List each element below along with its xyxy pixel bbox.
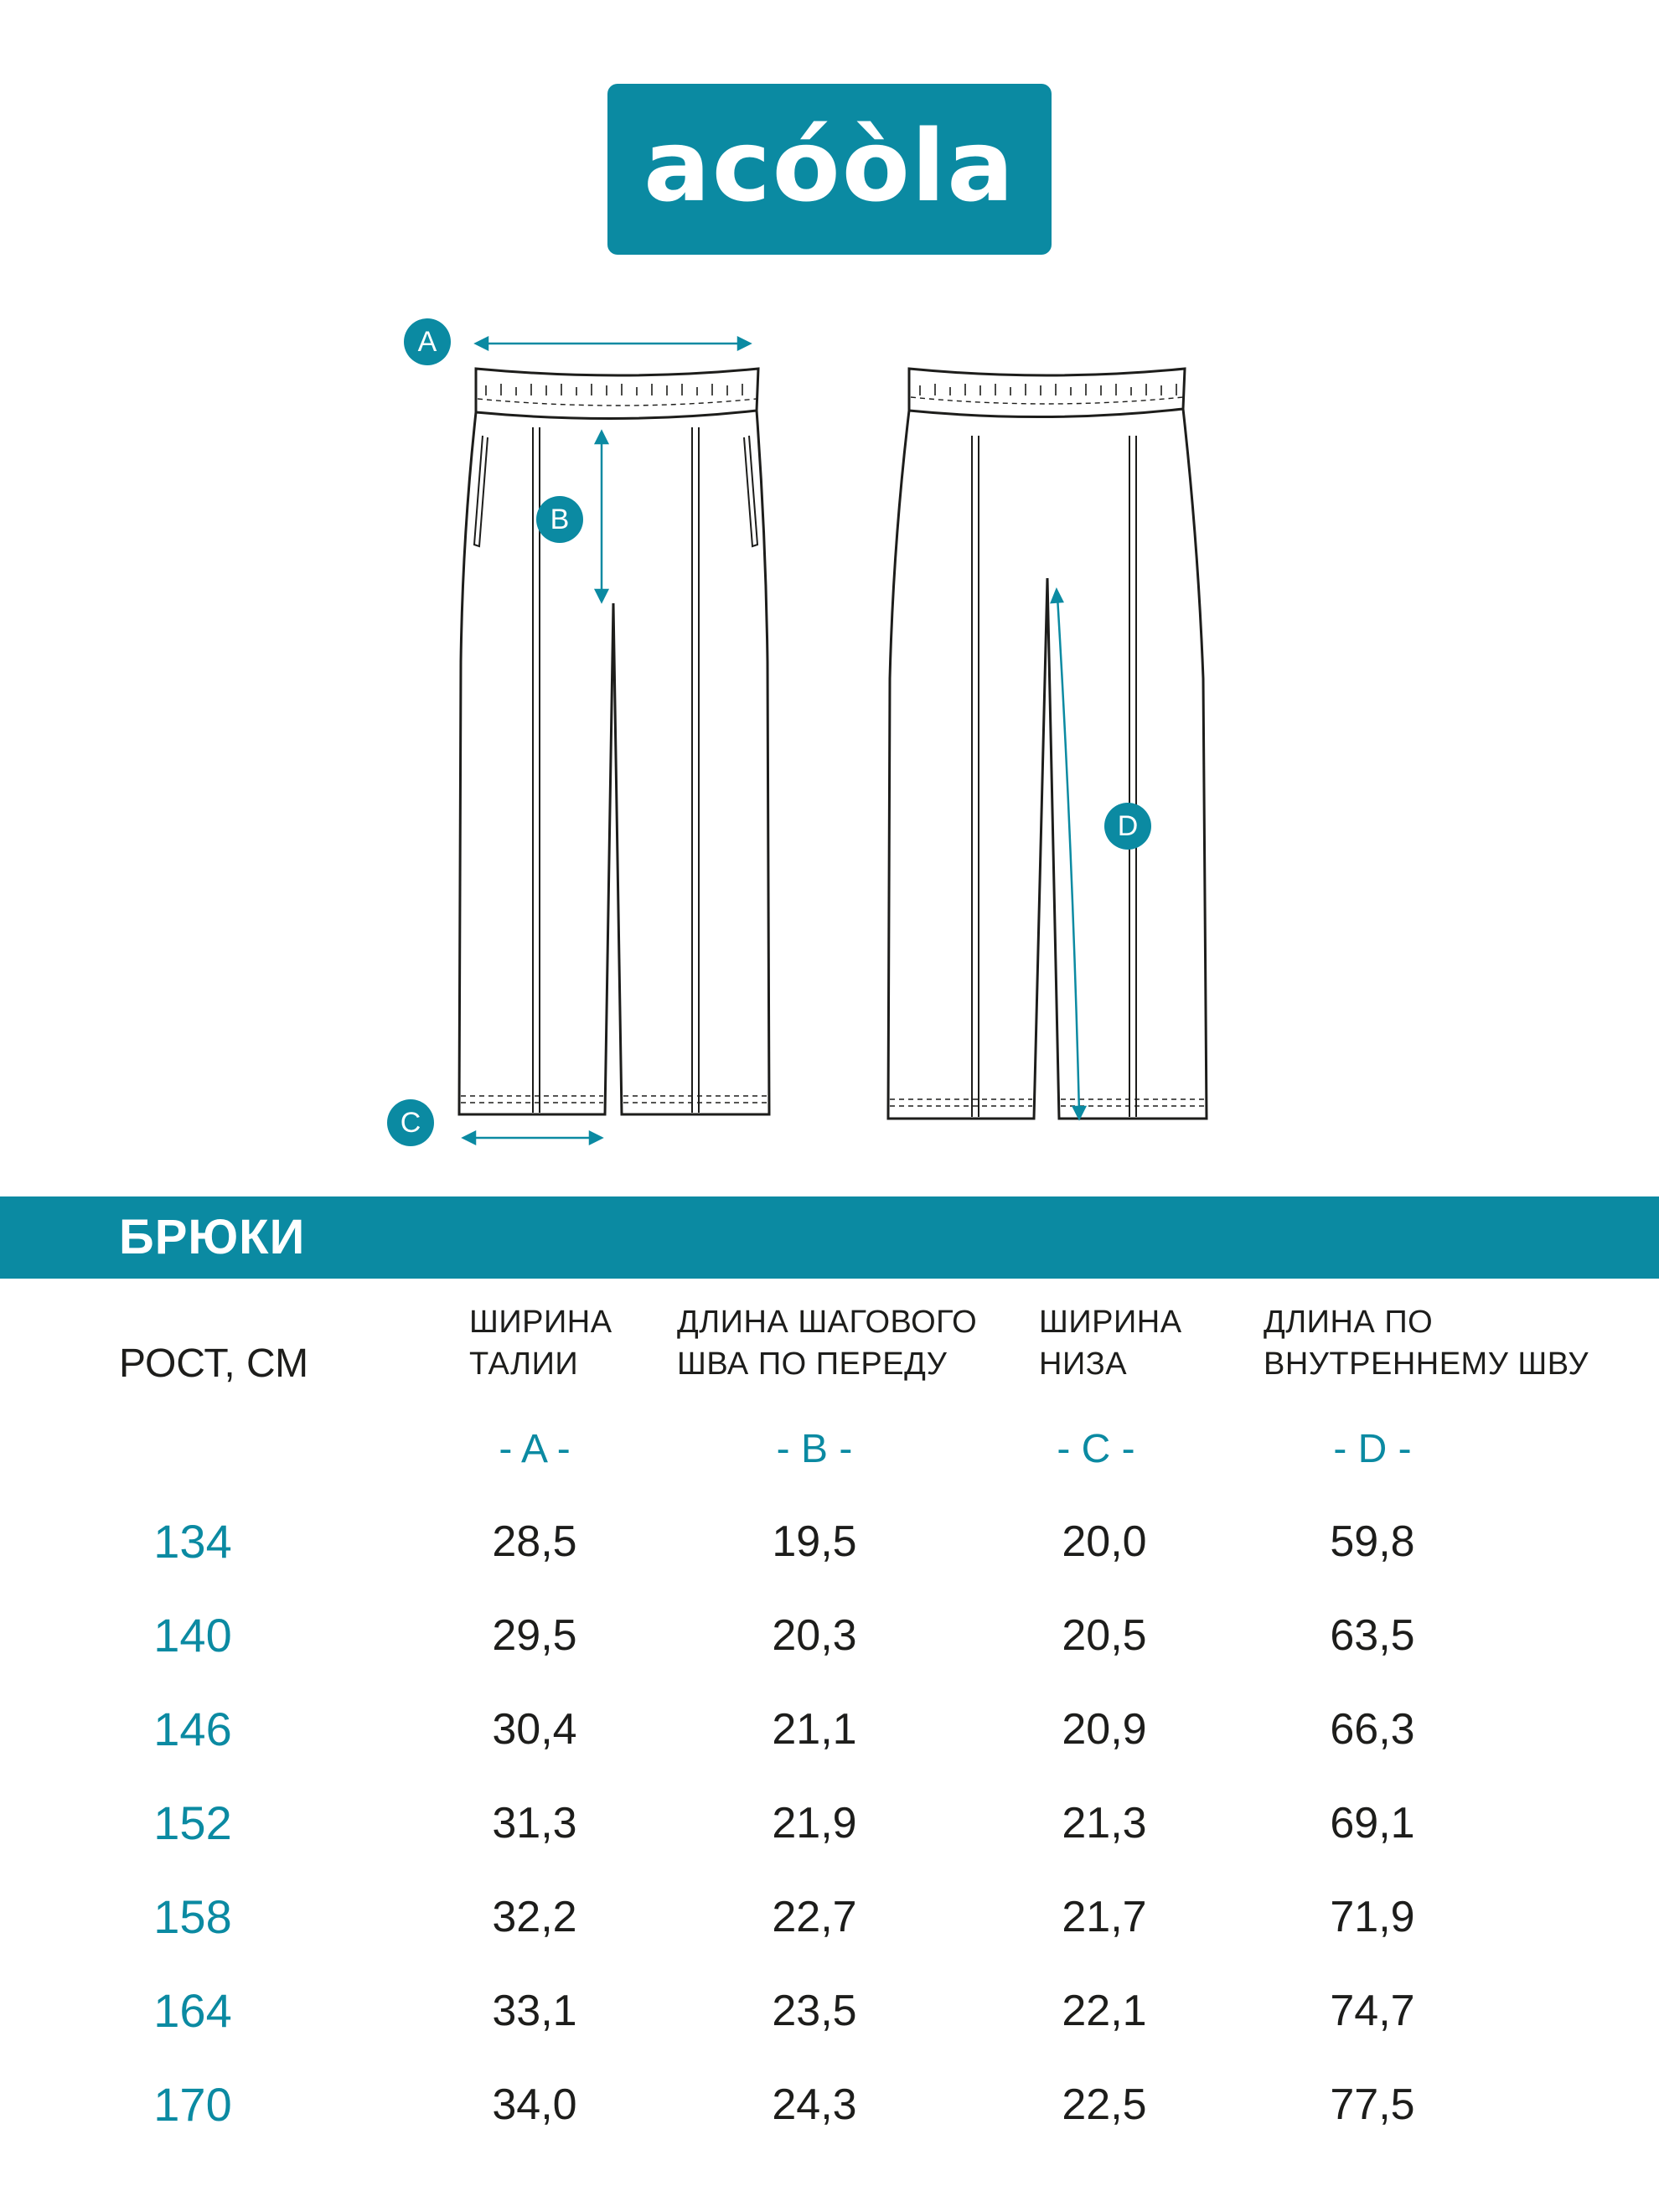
- marker-c: C: [387, 1099, 434, 1146]
- brand-logo-text: acóòla: [643, 108, 1016, 224]
- header-waist-width-line1: ШИРИНА: [469, 1305, 612, 1340]
- cell-waist-width: 32,2: [492, 1893, 577, 1941]
- table-row: [0, 2071, 1659, 2138]
- cell-waist-width: 34,0: [492, 2080, 577, 2129]
- column-letter-a: - A -: [499, 1427, 571, 1471]
- header-inseam-length-line2: ВНУТРЕННЕМУ ШВУ: [1264, 1346, 1589, 1382]
- front-outline: [459, 411, 769, 1114]
- header-inseam-length: [1264, 1301, 1589, 1385]
- back-crease-right: [1129, 436, 1136, 1117]
- header-front-rise-line1: ДЛИНА ШАГОВОГО: [677, 1305, 978, 1340]
- cell-hem-width: 22,1: [1062, 1987, 1147, 2035]
- cell-waist-width: 28,5: [492, 1517, 577, 1566]
- cell-waist-width: 31,3: [492, 1799, 577, 1848]
- header-waist-width: [469, 1301, 612, 1385]
- column-letter-c: - C -: [1057, 1427, 1135, 1471]
- header-waist-width-line2: ТАЛИИ: [469, 1346, 579, 1382]
- table-row: [0, 1977, 1659, 2044]
- front-waistband: [476, 369, 758, 419]
- header-front-rise-line2: ШВА ПО ПЕРЕДУ: [677, 1346, 948, 1382]
- marker-d: D: [1104, 803, 1151, 850]
- marker-b: B: [536, 496, 583, 543]
- row-height: 158: [153, 1890, 232, 1943]
- cell-hem-width: 20,0: [1062, 1517, 1147, 1566]
- back-waistband-gathers: [920, 384, 1176, 395]
- measure-arrow-c-head-left: [463, 1132, 475, 1144]
- cell-hem-width: 20,9: [1062, 1705, 1147, 1754]
- cell-front-rise: 23,5: [772, 1987, 857, 2035]
- cell-inseam-length: 63,5: [1330, 1611, 1415, 1660]
- header-hem-width-line2: НИЗА: [1039, 1346, 1128, 1382]
- table-row: [0, 1696, 1659, 1763]
- row-height: 164: [153, 1984, 232, 2037]
- row-height: 152: [153, 1796, 232, 1849]
- cell-waist-width: 33,1: [492, 1987, 577, 2035]
- back-hem-stitch: [890, 1099, 1205, 1106]
- section-band: [0, 1196, 1659, 1279]
- cell-front-rise: 19,5: [772, 1517, 857, 1566]
- cell-front-rise: 22,7: [772, 1893, 857, 1941]
- front-crease-right: [692, 427, 699, 1113]
- brand-logo: [607, 84, 1052, 255]
- table-row: [0, 1602, 1659, 1669]
- cell-front-rise: 21,9: [772, 1799, 857, 1848]
- section-title: БРЮКИ: [119, 1210, 306, 1264]
- measure-arrow-b-head-bottom: [596, 590, 607, 602]
- measure-arrow-a-head-left: [476, 338, 488, 349]
- back-waistband-stitch: [911, 397, 1183, 404]
- cell-hem-width: 21,7: [1062, 1893, 1147, 1941]
- measure-arrow-c-head-right: [590, 1132, 602, 1144]
- row-height: 134: [153, 1515, 232, 1568]
- measure-arrow-d: [1057, 597, 1079, 1113]
- front-waistband-stitch: [478, 399, 757, 406]
- cell-hem-width: 22,5: [1062, 2080, 1147, 2129]
- cell-inseam-length: 69,1: [1330, 1799, 1415, 1848]
- cell-waist-width: 29,5: [492, 1611, 577, 1660]
- marker-a: A: [404, 318, 451, 365]
- row-height: 140: [153, 1609, 232, 1662]
- front-hem-stitch: [461, 1096, 767, 1103]
- back-outline: [888, 409, 1207, 1119]
- cell-inseam-length: 66,3: [1330, 1705, 1415, 1754]
- column-letter-b: - B -: [776, 1427, 853, 1471]
- pants-technical-sketch: [0, 302, 1659, 1173]
- table-row: [0, 1790, 1659, 1857]
- measure-arrow-d-head-bottom: [1073, 1107, 1085, 1119]
- front-pocket-right: [744, 436, 757, 546]
- column-letter-d: - D -: [1333, 1427, 1412, 1471]
- front-pocket-left: [474, 436, 488, 546]
- measure-arrow-a-head-right: [738, 338, 750, 349]
- front-waistband-gathers: [486, 384, 742, 395]
- header-hem-width: [1039, 1301, 1182, 1385]
- cell-hem-width: 21,3: [1062, 1799, 1147, 1848]
- header-inseam-length-line1: ДЛИНА ПО: [1264, 1305, 1434, 1340]
- measure-arrow-b-head-top: [596, 432, 607, 443]
- cell-inseam-length: 74,7: [1330, 1987, 1415, 2035]
- cell-front-rise: 21,1: [772, 1705, 857, 1754]
- cell-inseam-length: 59,8: [1330, 1517, 1415, 1566]
- measure-arrow-d-head-top: [1052, 590, 1062, 602]
- cell-inseam-length: 77,5: [1330, 2080, 1415, 2129]
- cell-inseam-length: 71,9: [1330, 1893, 1415, 1941]
- cell-front-rise: 24,3: [772, 2080, 857, 2129]
- cell-hem-width: 20,5: [1062, 1611, 1147, 1660]
- row-height: 146: [153, 1703, 232, 1755]
- cell-waist-width: 30,4: [492, 1705, 577, 1754]
- row-height: 170: [153, 2078, 232, 2131]
- table-row: [0, 1884, 1659, 1951]
- back-crease-left: [972, 436, 979, 1117]
- header-hem-width-line1: ШИРИНА: [1039, 1305, 1182, 1340]
- cell-front-rise: 20,3: [772, 1611, 857, 1660]
- header-front-rise: [677, 1301, 977, 1385]
- table-row: [0, 1508, 1659, 1575]
- header-height: РОСТ, СМ: [119, 1341, 309, 1386]
